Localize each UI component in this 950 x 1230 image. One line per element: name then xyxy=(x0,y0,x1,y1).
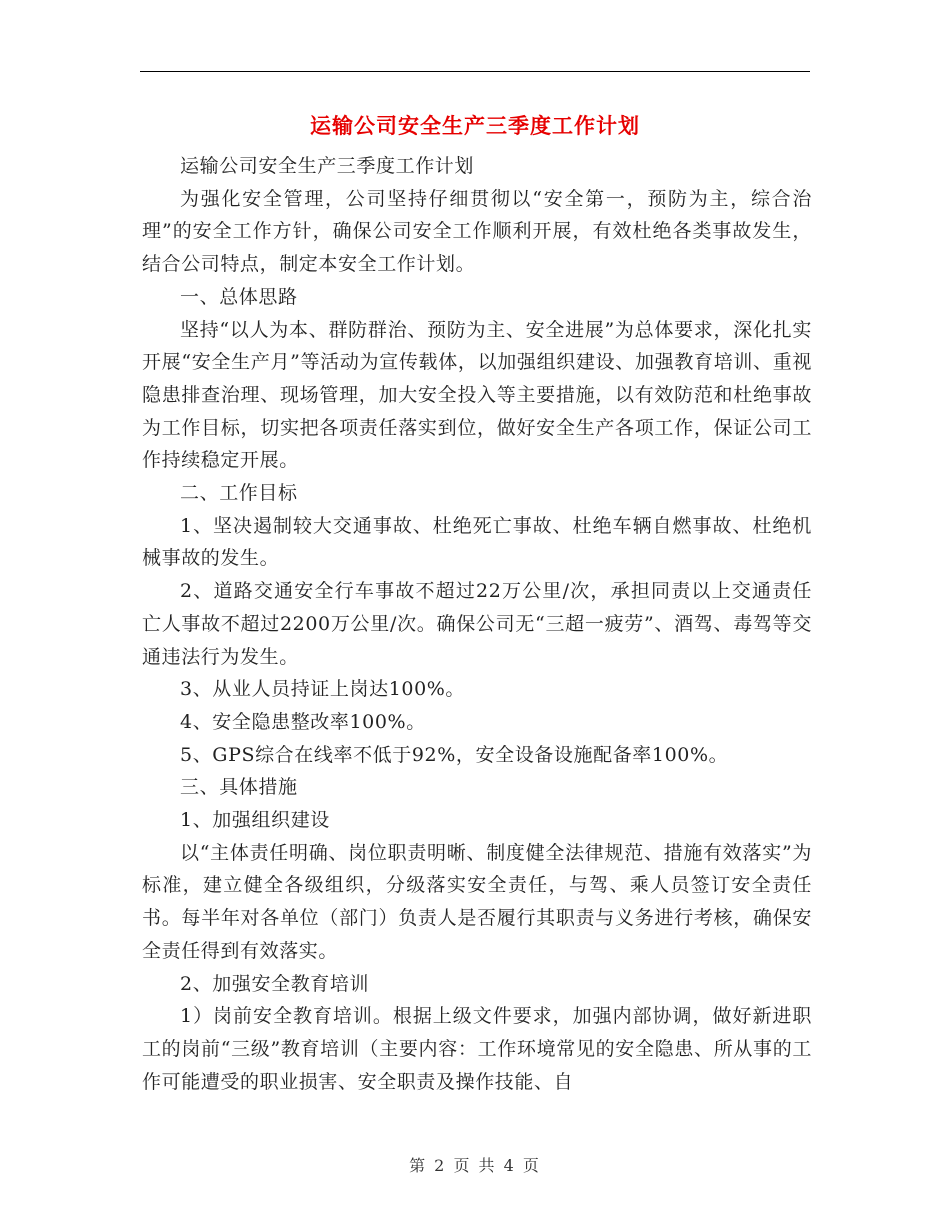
subsection-heading: 2、加强安全教育培训 xyxy=(180,972,370,995)
section-heading: 一、总体思路 xyxy=(180,285,298,308)
paragraph: 以“主体责任明确、岗位职责明晰、制度健全法律规范、措施有效落实”为标准，建立健全各级组织，分级落实安全责任，与驾、乘人员签订安全责任书。每半年对各单位（部门）负责人是否履行其职责与义务进行考核，确保安全责任得到有效落实。 xyxy=(142,841,812,962)
header-rule xyxy=(140,71,810,72)
list-item: 4、安全隐患整改率100%。 xyxy=(180,710,426,733)
list-item: 2、道路交通安全行车事故不超过22万公里/次，承担同责以上交通责任亡人事故不超过2200万公里/次。确保公司无“三超一疲劳”、酒驾、毒驾等交通违法行为发生。 xyxy=(142,580,812,668)
section-heading: 二、工作目标 xyxy=(180,482,298,505)
document-body xyxy=(142,150,812,1098)
paragraph: 坚持“以人为本、群防群治、预防为主、安全进展”为总体要求，深化扎实开展“安全生产月”等活动为宣传载体，以加强组织建设、加强教育培训、重视隐患排查治理、现场管理，加大安全投入等主要措施，以有效防范和杜绝事故为工作目标，切实把各项责任落实到位，做好安全生产各项工作，保证公司工作持续稳定开展。 xyxy=(142,318,812,472)
subsection-heading: 1、加强组织建设 xyxy=(180,809,330,832)
list-item: 3、从业人员持证上岗达100%。 xyxy=(180,678,466,701)
paragraph: 1）岗前安全教育培训。根据上级文件要求，加强内部协调，做好新进职工的岗前“三级”教育培训（主要内容：工作环境常见的安全隐患、所从事的工作可能遭受的职业损害、安全职责及操作技能、自 xyxy=(142,1005,812,1093)
paragraph: 运输公司安全生产三季度工作计划 xyxy=(180,155,475,177)
paragraph: 为强化安全管理，公司坚持仔细贯彻以“安全第一，预防为主，综合治理”的安全工作方针，确保公司安全工作顺利开展，有效杜绝各类事故发生，结合公司特点，制定本安全工作计划。 xyxy=(142,187,812,276)
page-number-footer: 第 2 页 共 4 页 xyxy=(409,1156,541,1175)
list-item: 1、坚决遏制较大交通事故、杜绝死亡事故、杜绝车辆自燃事故、杜绝机械事故的发生。 xyxy=(142,514,812,570)
list-item: 5、GPS综合在线率不低于92%，安全设备设施配备率100%。 xyxy=(180,743,729,766)
section-heading: 三、具体措施 xyxy=(180,776,298,799)
document-title: 运输公司安全生产三季度工作计划 xyxy=(310,114,640,138)
